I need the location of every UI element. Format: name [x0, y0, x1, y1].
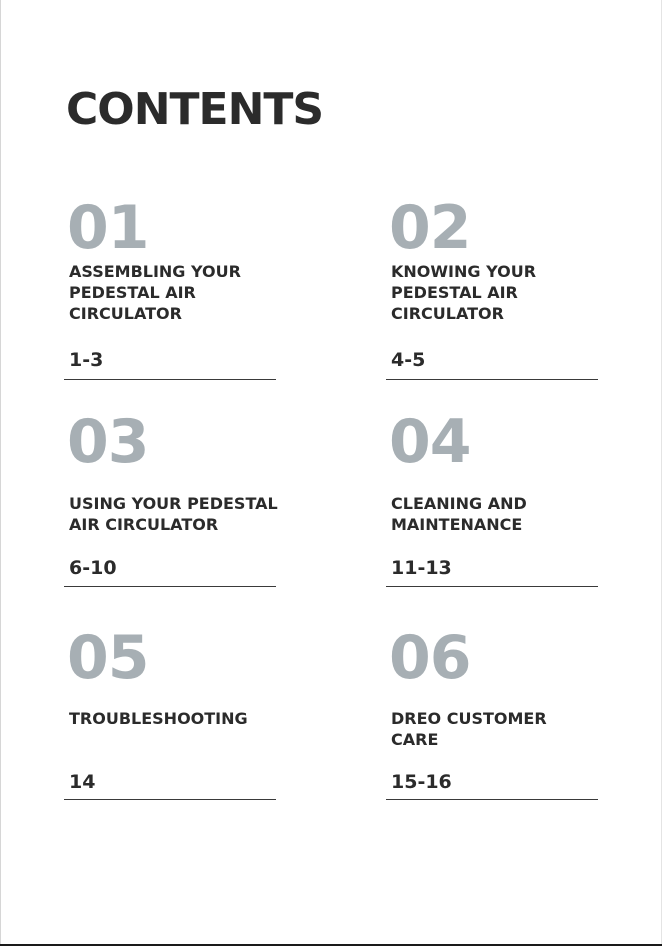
section-heading: KNOWING YOUR PEDESTAL AIR CIRCULATOR: [391, 262, 537, 323]
section-pages: 4-5: [391, 349, 426, 371]
section-pages: 1-3: [69, 349, 104, 371]
section-heading: CLEANING AND MAINTENANCE: [391, 494, 527, 534]
section-number: 06: [389, 623, 471, 693]
section-heading: ASSEMBLING YOUR PEDESTAL AIR CIRCULATOR: [69, 262, 241, 323]
section-divider: [386, 586, 598, 587]
section-heading: USING YOUR PEDESTAL AIR CIRCULATOR: [69, 494, 278, 534]
toc-section-02[interactable]: [389, 193, 601, 380]
section-pages: 11-13: [391, 557, 452, 579]
section-pages: 14: [69, 771, 96, 793]
page-title: CONTENTS: [66, 84, 324, 135]
section-number: 04: [389, 407, 471, 477]
section-divider: [386, 379, 598, 380]
toc-section-06[interactable]: [389, 623, 601, 800]
toc-section-03[interactable]: [67, 407, 279, 587]
toc-section-04[interactable]: [389, 407, 601, 587]
page-left-border: [0, 0, 1, 946]
toc-section-05[interactable]: [67, 623, 279, 800]
section-number: 02: [389, 193, 471, 263]
toc-section-01[interactable]: [67, 193, 279, 380]
section-heading: TROUBLESHOOTING: [69, 709, 248, 728]
section-divider: [64, 799, 276, 800]
section-divider: [64, 586, 276, 587]
section-number: 03: [67, 407, 149, 477]
section-pages: 15-16: [391, 771, 452, 793]
section-number: 05: [67, 623, 149, 693]
section-number: 01: [67, 193, 149, 263]
section-divider: [64, 379, 276, 380]
section-heading: DREO CUSTOMER CARE: [391, 709, 547, 749]
section-divider: [386, 799, 598, 800]
section-pages: 6-10: [69, 557, 117, 579]
